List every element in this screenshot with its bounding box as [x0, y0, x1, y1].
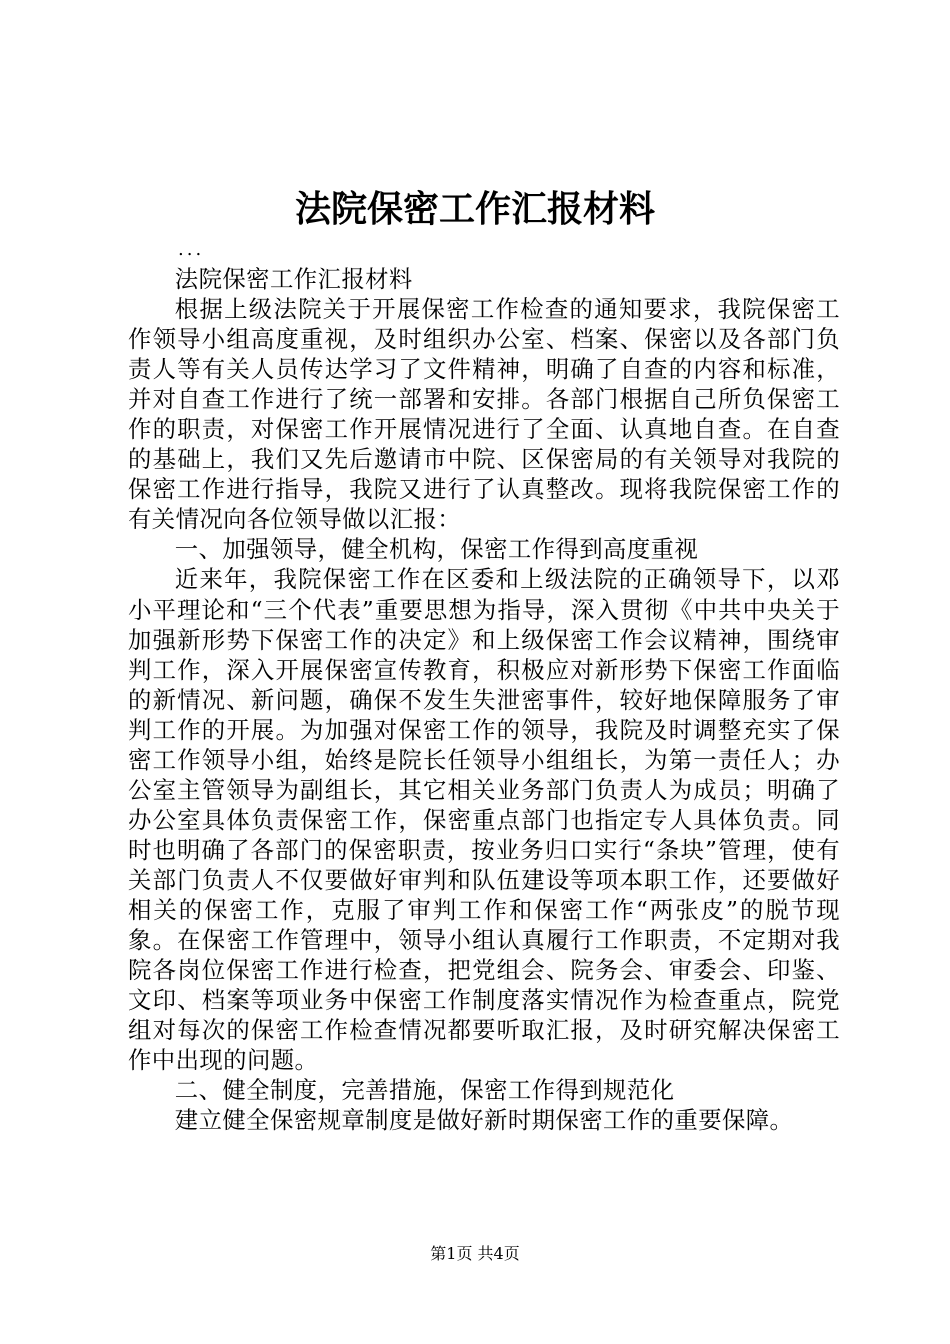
- body-paragraph: 建立健全保密规章制度是做好新时期保密工作的重要保障。: [174, 1106, 794, 1135]
- body-paragraph: 根据上级法院关于开展保密工作检查的通知要求，我院保密工作领导小组高度重视，及时组织办公室、档案、保密以及各部门负责人等有关人员传达学习了文件精神，明确了自查的内容和标准，并对自查工作进行了统一部署和安排。各部门根据自己所负保密工作的职责，对保密工作开展情况进行了全面、认真地自查。在自查的基础上，我们又先后邀请市中院、区保密局的有关领导对我院的保密工作进行指导，我院又进行了认真整改。现将我院保密工作的有关情况向各位领导做以汇报：: [128, 295, 840, 534]
- body-subtitle: 法院保密工作汇报材料: [174, 265, 413, 293]
- body-paragraph: 近来年，我院保密工作在区委和上级法院的正确领导下，以邓小平理论和“三个代表”重要思想为指导，深入贯彻《中共中央关于加强新形势下保密工作的决定》和上级保密工作会议精神，围绕审判工作，深入开展保密宣传教育，积极应对新形势下保密工作面临的新情况、新问题，确保不发生失泄密事件，较好地保障服务了审判工作的开展。为加强对保密工作的领导，我院及时调整充实了保密工作领导小组，始终是院长任领导小组组长，为第一责任人；办公室主管领导为副组长，其它相关业务部门负责人为成员；明确了办公室具体负责保密工作，保密重点部门也指定专人具体负责。同时也明确了各部门的保密职责，按业务归口实行“条块”管理，使有关部门负责人不仅要做好审判和队伍建设等项本职工作，还要做好相关的保密工作，克服了审判工作和保密工作“两张皮”的脱节现象。在保密工作管理中，领导小组认真履行工作职责，不定期对我院各岗位保密工作进行检查，把党组会、院务会、审委会、印鉴、文印、档案等项业务中保密工作制度落实情况作为检查重点，院党组对每次的保密工作检查情况都要听取汇报，及时研究解决保密工作中出现的问题。: [128, 565, 840, 1075]
- document-body: [128, 264, 840, 1135]
- section-heading: 二、健全制度，完善措施，保密工作得到规范化: [174, 1076, 675, 1105]
- section-heading: 一、加强领导，健全机构，保密工作得到高度重视: [174, 535, 699, 564]
- ellipsis-marker: ...: [178, 239, 205, 260]
- page-footer: 第1页 共4页: [430, 1244, 520, 1263]
- document-title: 法院保密工作汇报材料: [294, 188, 655, 230]
